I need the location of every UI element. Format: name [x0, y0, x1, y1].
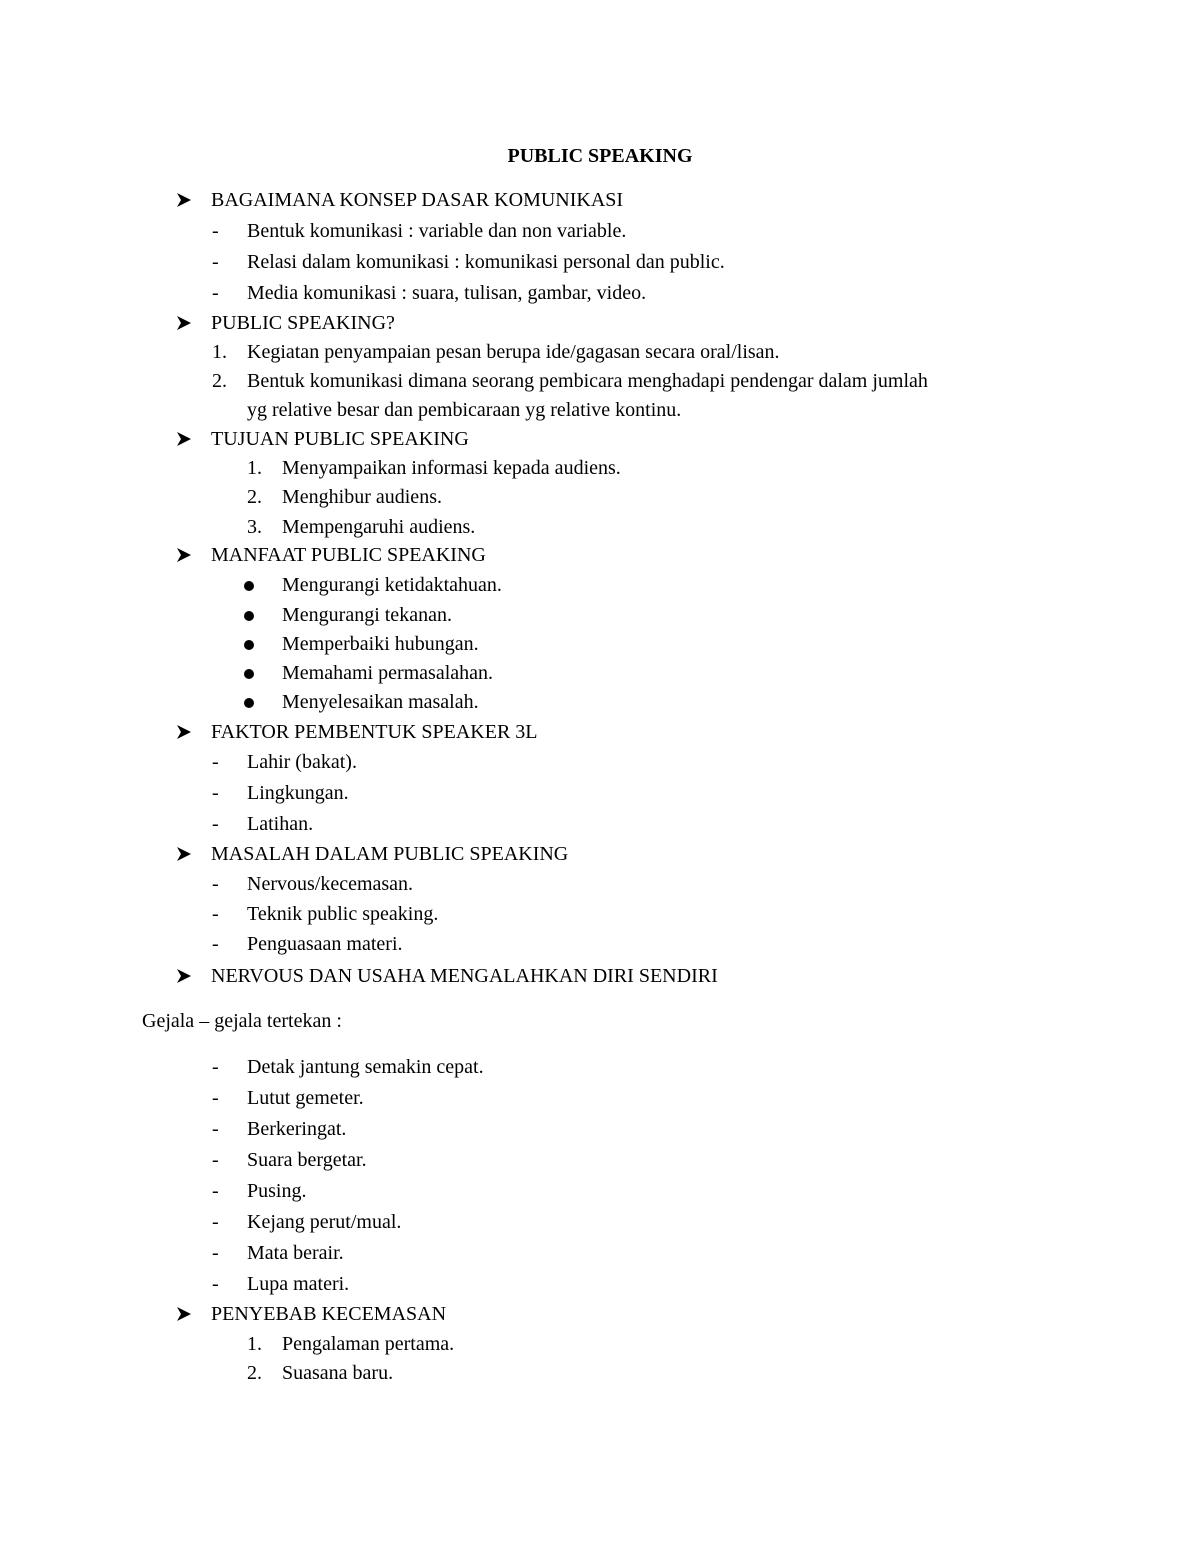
- bullet-dot-icon: [244, 611, 254, 621]
- document-page: PUBLIC SPEAKING BAGAIMANA KONSEP DASAR KOMUNIKASI - Bentuk komunikasi : variable dan non variable. - Relasi dalam komunikasi : komunikasi personal dan public. - Media komunikasi : suara, tulisan, gambar, video. PUBLIC SPEAKING? 1. Kegiatan penyampaian pesan berupa ide/gagasan secara oral/lisan. 2. Bentuk komunikasi dimana seorang pembicara menghadapi pendengar dalam jumlah yg relative besar dan pembicaraan yg relative kontinu. TUJUAN PUBLIC SPEAKING 1. Menyampaikan informasi kepada audiens. 2. Menghibur audiens. 3. Mempengaruhi audiens. MANFAAT PUBLIC SPEAKING Mengurangi ketidaktahuan. Mengurangi tekanan. Memperbaiki hubungan. Memahami permasalahan. Menyelesaikan masalah. FAKTOR PEMBENTUK SPEAKER 3L - Lahir (bakat). - Lingkungan. - Latihan. MASALAH DALAM PUBLIC SPEAKING - Nervous/kecemasan. - Teknik public speaking. - Penguasaan materi. NERVOUS DAN USAHA MENGALAHKAN DIRI SENDIRI Gejala – gejala tertekan : - Detak jantung semakin cepat. - Lutut gemeter. - Berkeringat. - Suara bergetar. - Pusing. - Kejang perut/mual. - Mata berair. - Lupa materi. PENYEBAB KECEMASAN 1. Pengalaman pertama. 2. Suasana baru.: [0, 0, 1200, 1553]
- arrow-bullet-icon: [176, 719, 200, 740]
- document-title: PUBLIC SPEAKING: [507, 145, 693, 167]
- bullet-dot-icon: [244, 698, 254, 708]
- bullet-dot-icon: [244, 669, 254, 679]
- arrow-bullet-icon: [176, 963, 200, 984]
- bullet-dot-icon: [244, 640, 254, 650]
- arrow-bullet-icon: [176, 841, 200, 862]
- arrow-bullet-icon: [176, 426, 200, 447]
- bullet-dot-icon: [244, 581, 254, 591]
- arrow-bullet-icon: [176, 310, 200, 331]
- arrow-bullet-icon: [176, 1301, 200, 1322]
- arrow-bullet-icon: [176, 542, 200, 563]
- arrow-bullet-icon: [176, 187, 200, 208]
